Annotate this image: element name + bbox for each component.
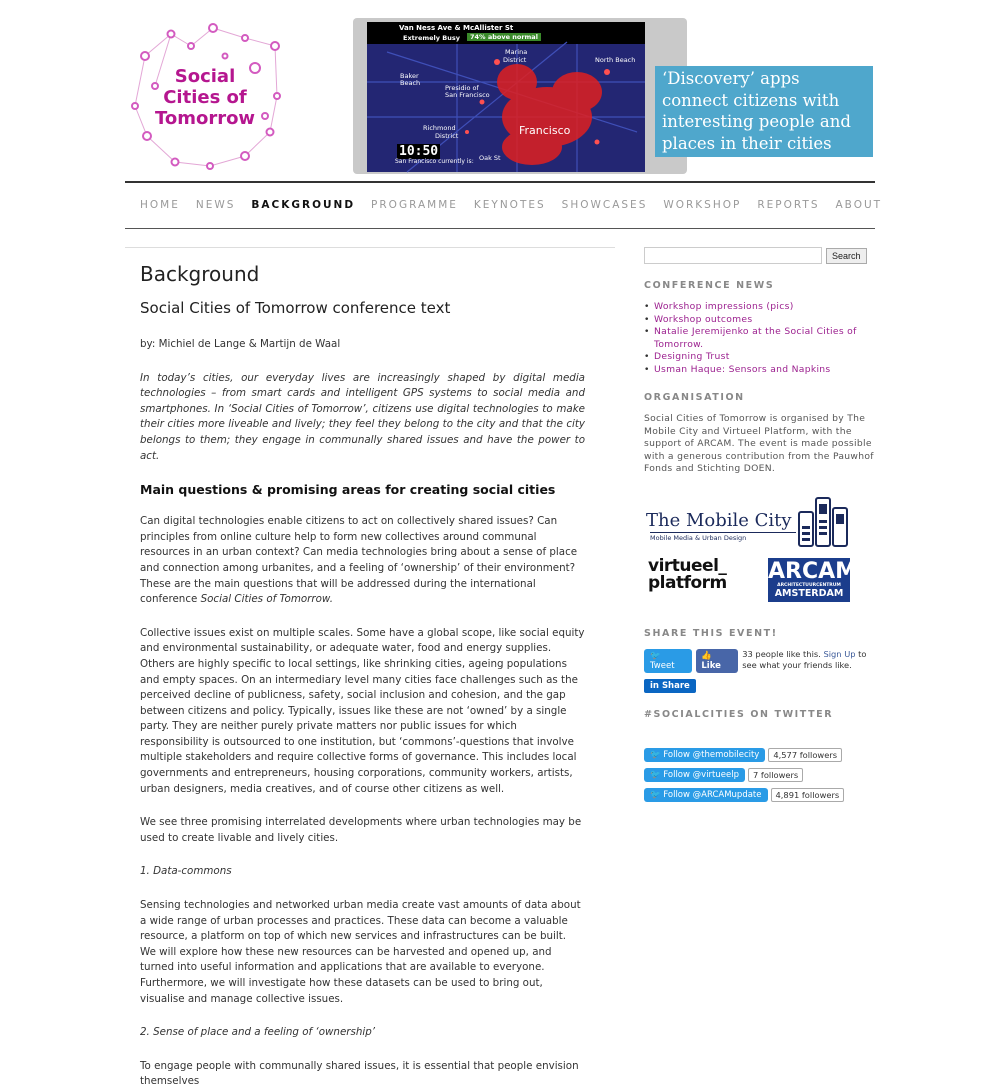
svg-text:North Beach: North Beach <box>595 56 636 64</box>
main-content <box>125 247 615 1088</box>
svg-text:San Francisco: San Francisco <box>445 91 490 99</box>
svg-text:District: District <box>435 132 459 140</box>
virtueel-platform-logo-line: platform <box>648 572 727 593</box>
nav-reports[interactable]: REPORTS <box>757 199 820 211</box>
facebook-signup-link[interactable]: Sign Up <box>823 648 856 659</box>
conference-name-emphasis: Social Cities of Tomorrow. <box>200 593 333 606</box>
follower-count: 4,577 followers <box>768 748 842 762</box>
virtueel-platform-logo-line: virtueel_ <box>648 555 727 576</box>
nav-about[interactable]: ABOUT <box>835 199 883 211</box>
svg-text:District: District <box>503 56 527 64</box>
twitter-bird-icon: 🐦 <box>650 650 661 661</box>
follow-button-label: Follow @themobilecity <box>663 749 760 760</box>
search-button[interactable]: Search <box>826 248 867 264</box>
logo-text-line: Tomorrow <box>154 108 256 129</box>
logo-text <box>145 66 265 129</box>
section-heading: Main questions & promising areas for creating social cities <box>140 482 556 498</box>
phone-screen <box>367 22 645 172</box>
news-link[interactable]: • Usman Haque: Sensors and Napkins <box>644 364 875 377</box>
twitter-bird-icon: 🐦 <box>650 749 661 760</box>
conference-news-title: CONFERENCE NEWS <box>644 280 775 291</box>
nav-home[interactable]: HOME <box>140 199 180 211</box>
subheading-data-commons: 1. Data-commons <box>140 865 232 878</box>
header-banner-phone <box>353 18 687 174</box>
follow-button-label: Follow @virtueelp <box>663 769 739 780</box>
logo-text-line: Social <box>174 66 236 87</box>
organisation-text: Social Cities of Tomorrow is organised by The Mobile City and Virtueel Platform, with the support of ARCAM. The event is made possible with a generous contribution from the Pauwhof Fonds and Stichting DOEN. <box>644 413 874 474</box>
share-buttons <box>644 649 875 673</box>
clock-readout: 10:50 <box>399 144 439 159</box>
organisation-title: ORGANISATION <box>644 392 745 403</box>
svg-text:Marina: Marina <box>505 48 528 56</box>
banner-tagline: ‘Discovery’ apps connect citizens with interesting people and places in their cities <box>655 66 873 157</box>
twitter-title: #SOCIALCITIES ON TWITTER <box>644 708 834 720</box>
page-title: Background <box>140 262 260 286</box>
nav-news[interactable]: NEWS <box>195 199 236 211</box>
share-title: SHARE THIS EVENT! <box>644 627 778 639</box>
facebook-like-count <box>742 649 875 671</box>
partner-logos <box>644 496 875 614</box>
sidebar <box>644 247 875 808</box>
news-link[interactable]: • Designing Trust <box>644 351 875 364</box>
arcam-logo-sub: ARCHITECTUURCENTRUM <box>777 582 841 588</box>
site-logo[interactable] <box>125 16 285 174</box>
arcam-logo-main: ARCAM <box>768 558 858 584</box>
follower-count: 4,891 followers <box>771 788 845 802</box>
body-paragraph <box>140 514 585 608</box>
svg-text:Baker: Baker <box>400 72 419 80</box>
body-paragraph: Collective issues exist on multiple scales. Some have a global scope, like social equity and environmental sustainability, or adequate water, food and energy supplies. Others are highly specific to local settings, like shrinking cities, ageing populations and empty spaces. On an intermediary level many cities face challenges such as the perceived decline of publicness, safety, social inclusion and cohesion, and the gap between citizens and policy. Typically, issues like these are not ‘owned’ by a single party. They are neither purely private matters nor public issues for which responsibility is outsourced to one institution, but ‘commons’-questions that involve multiple stakeholders and require collective forms of governance. This includes local governments and entrepreneurs, housing corporations, community workers, artists, urban designers, media creatives, and of course other citizens as well. <box>140 626 585 795</box>
tweet-button-label: Tweet <box>650 660 675 671</box>
conference-news-list <box>644 301 875 376</box>
follow-row <box>644 748 875 762</box>
svg-text:Richmond: Richmond <box>423 124 456 132</box>
nav-programme[interactable]: PROGRAMME <box>371 199 458 211</box>
subheading-sense-of-place: 2. Sense of place and a feeling of ‘ownership’ <box>140 1026 376 1039</box>
arcam-logo-city: AMSTERDAM <box>774 587 844 599</box>
follow-themobilecity-button[interactable] <box>644 748 765 762</box>
like-button-label: Like <box>701 660 721 671</box>
main-nav <box>125 181 883 229</box>
mobile-city-logo[interactable] <box>644 496 850 551</box>
nav-background[interactable]: BACKGROUND <box>251 199 356 211</box>
body-paragraph: Sensing technologies and networked urban media create vast amounts of data about a wide range of urban processes and practices. These data can become a valuable resource, a platform on top of which new services and infrastructures can be built. We will explore how these new resources can be harvested and opened up, and turned into useful information and applications that are available to everyone. Furthermore, we will investigate how these datasets can be used to bring out, visualise and manage collective issues. <box>140 899 581 1005</box>
mobile-phones-icon <box>796 496 850 548</box>
news-link[interactable]: • Workshop impressions (pics) <box>644 301 875 314</box>
intro-paragraph: In today’s cities, our everyday lives are increasingly shaped by digital media technologies – from smart cards and intelligent GPS systems to social media and smartphones. In ‘Social Cities of Tomorrow’, citizens use digital technologies to make their cities more liveable and lively; they feel they belong to the city and that the city belongs to them; they engage in communally shared issues and have the power to act. <box>140 371 585 462</box>
busy-badge: 74% above normal <box>467 33 541 41</box>
twitter-bird-icon: 🐦 <box>650 789 661 800</box>
svg-text:Presidio of: Presidio of <box>445 84 479 92</box>
virtueel-platform-logo[interactable] <box>648 555 727 593</box>
body-paragraph: We see three promising interrelated developments where urban technologies may be used to create livable and lively cities. <box>140 816 582 844</box>
paragraph-text: Can digital technologies enable citizens to act on collectively shared issues? Can principles from online culture help to form new collectives around communal resources in an urban context? Can media technologies bring about a sense of place and connection among urbanites, and a feeling of ‘ownership’ of their environment? These are the main questions that will be addressed during the international conference <box>140 515 578 606</box>
like-count-text: 33 people like this. <box>742 648 821 659</box>
follow-row <box>644 788 875 802</box>
svg-text:Beach: Beach <box>400 79 421 87</box>
linkedin-share-button[interactable] <box>644 679 696 693</box>
follow-button-label: Follow @ARCAMupdate <box>663 789 762 800</box>
logo-text-line: Cities of <box>163 87 247 108</box>
linkedin-share-label: Share <box>661 680 690 691</box>
nav-workshop[interactable]: WORKSHOP <box>663 199 742 211</box>
follow-virtueelp-button[interactable] <box>644 768 745 782</box>
mobile-city-logo-title: The Mobile City <box>646 509 792 531</box>
body-paragraph: To engage people with communally shared issues, it is essential that people envision themselves <box>140 1059 579 1088</box>
news-link[interactable]: • Natalie Jeremijenko at the Social Cities of Tomorrow. <box>644 326 875 351</box>
search-form <box>644 247 875 264</box>
tweet-button[interactable] <box>644 649 692 673</box>
search-input[interactable] <box>644 247 822 264</box>
busy-label: Extremely Busy <box>403 34 460 42</box>
nav-keynotes[interactable]: KEYNOTES <box>473 199 546 211</box>
linkedin-icon: in <box>650 680 659 691</box>
news-link[interactable]: • Workshop outcomes <box>644 314 875 327</box>
facebook-like-button[interactable] <box>696 649 738 673</box>
facebook-signup-rest: to see what your friends like. <box>742 648 867 670</box>
site-header <box>125 10 875 180</box>
follow-arcamupdate-button[interactable] <box>644 788 768 802</box>
currently-label: San Francisco currently is: <box>395 158 474 165</box>
page-subtitle: Social Cities of Tomorrow conference text <box>140 299 451 317</box>
arcam-logo[interactable] <box>768 558 858 602</box>
svg-text:Francisco: Francisco <box>519 124 571 137</box>
street-label: Van Ness Ave & McAllister St <box>399 24 514 32</box>
svg-text:Oak St: Oak St <box>479 154 501 162</box>
thumbs-up-icon: 👍 <box>701 650 712 661</box>
follower-count: 7 followers <box>748 768 803 782</box>
byline: by: Michiel de Lange & Martijn de Waal <box>140 338 341 350</box>
follow-row <box>644 768 875 782</box>
twitter-bird-icon: 🐦 <box>650 769 661 780</box>
nav-showcases[interactable]: SHOWCASES <box>561 199 648 211</box>
mobile-city-logo-subtitle: Mobile Media & Urban Design <box>650 532 796 542</box>
